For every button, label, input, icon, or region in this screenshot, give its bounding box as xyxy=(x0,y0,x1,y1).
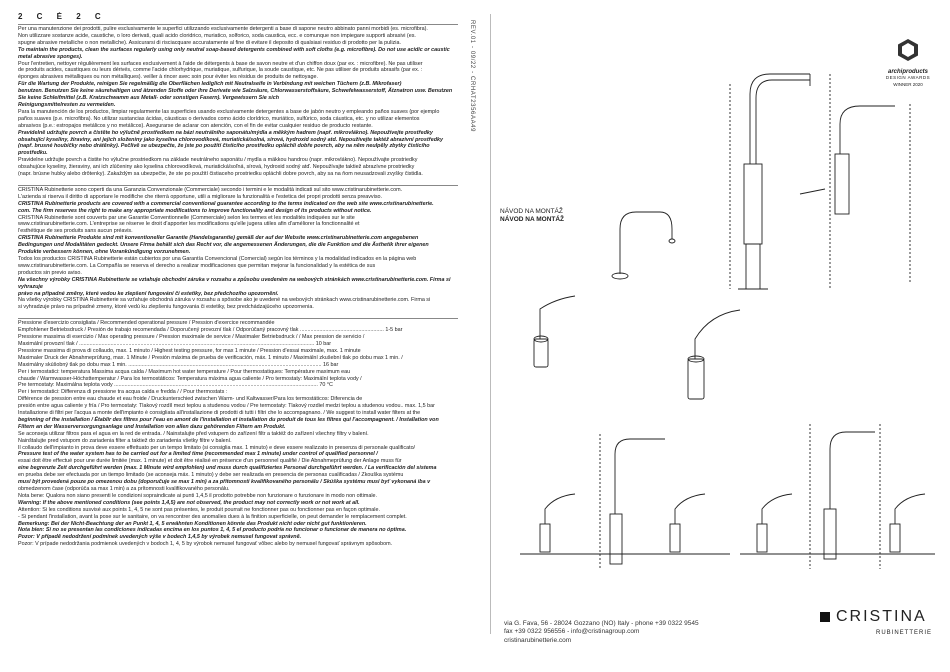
spec-line: Se aconseja utilizar filtros para el agua en la red de entrada. / Nainstalujte před vstupem do zařízení filtr a taktéž do zařízení všechny filtry v balení. xyxy=(18,430,369,437)
technical-drawings xyxy=(500,14,940,574)
maintenance-line: éponges abrasives métalliques ou non métalliques). veiller à rincer avec soin pour éviter les résidus de produits de nettoyage. xyxy=(18,74,318,81)
divider xyxy=(18,185,458,186)
spec-line: Maximální provozní tlak / ............................................................................................................................................................. 10 bar xyxy=(18,340,332,347)
revision-code: REV.01 - 09/22 - CRHAT2356AA49 xyxy=(469,20,475,133)
warranty-line: Na všechny výrobky CRISTINA Rubinetterie se vztahuje obchodní záruka v rozsahu a způsobu uvedeném na webových stránkách www.cristinarubinetterie.com. Firma si vyhrazuje xyxy=(18,276,451,290)
spec-line: Différence de pression entre eau chaude et eau froide / Druckunterschied zwischen Warm- und Kaltwasser/Para los termostáticos: Diferencia de xyxy=(18,396,363,403)
spec-line: presión entre agua caliente y fría / Pro termostaty: Tlakový rozdíl mezi teplou a studenou vodou / Pre termostaty: Tlakový rozdiel medzi teplou a studenou vodou.. max. 1,5 bar xyxy=(18,403,435,410)
warranty-line: CRISTINA Rubinetterie Produkte sind mit konventioneller Garantie (Handelsgarantie) gemäß der auf der Website www.cristinarubinetterie.com angegebenen xyxy=(18,235,419,242)
spec-line: Installazione di filtri per l'acqua a monte dell'impianto è consigliata all'installazione di prodotti di tutti i filtri che lo accompagnano. / We suggest to install water filters at the xyxy=(18,410,421,417)
contact-fax: fax +39 0322 956556 - info@cristinagroup.com xyxy=(504,628,640,636)
maintenance-line: (napr. brúsne hubky alebo drôtenky). Zakaždým sa ubezpečte, že ste po použití čistiaceho prostriedku opláchli dobre povrch, aby sa na ňom neusadzovali zvyšky čistidla. xyxy=(18,171,423,178)
logo-square-icon xyxy=(820,612,830,622)
divider xyxy=(18,24,458,25)
maintenance-line: Per una manutenzione dei prodotti, pulire esclusivamente le superfici utilizzando esclusivamente detergenti a base di sapone neutro abbinato panni morbidi (es. microfibra). xyxy=(18,26,428,32)
warranty-line: Produkte verbessern können, ohne Vorankündigung vorzunehmen. xyxy=(18,249,191,256)
maintenance-line: (např. brusné houbičky nebo drátěnky). Pečlivě se ubezpečte, že jste po použití čisticího prostředku opláchli dobře povrch, aby na něm neulpěly zbytky čisticího prostředku. xyxy=(18,143,430,157)
spec-line: musí být provedená pouze po omezenou dobu (doporučuje se max 1 min) a za přítomnosti kvalifikovaného personálu / Skúška systému musí byť vykonaná iba v xyxy=(18,479,431,486)
spec-line: Pressure test of the water system has to be carried out for a limited time (recommended max 1 minute) under control of qualified personnel / xyxy=(18,451,378,458)
spec-line: Empfohlener Betriebsdruck / Presión de trabajo recomendada / Doporučený provozní tlak / Odporúčaný pracovný tlak ........................................................ 1-5 bar xyxy=(18,327,403,334)
spec-line: Attention: Si les conditions susvisé aux points 1, 4, 5 ne sont pas présentes, le produit pourrait ne fonctionner pas ou fonctionner pas en façon optimale. xyxy=(18,506,380,513)
warranty-line: www.cristinarubinetterie.com. L'entreprise se réserve le droit d'apporter les modifications qu'elle jugera utiles afin d'améliorer la fonctionnalité et xyxy=(18,221,360,228)
warranty-line: Na všetky výrobky CRISTINA Rubinetterie sa vzťahuje obchodná záruka v rozsahu a spôsobe ako je uvedené na webových stránkach www.cristinarubinetterie.com. Firma si xyxy=(18,297,431,304)
warranty-block xyxy=(18,187,458,311)
drawing-bottom-right xyxy=(740,424,935,569)
maintenance-line: obsahujúce kyseliny, žieraviny, ani ich zlúčeniny ako kyselina chlorovodíková, muriatická/soľná, sírová, hydroxid sodný atď. Nepoužívajte taktiež abrazívne prostriedky xyxy=(18,164,415,171)
spec-line: Il collaudo dell'impianto in prova deve essere effettuato per un tempo limitato (si consiglia max. 1 minuto) e deve essere realizzato in presenza di personale qualificato/ xyxy=(18,444,416,451)
spec-line: Maximaler Druck der Abnahmeprüfung, max. 1 Minute / Presión máxima de prueba de verificación, máx. 1 minuto / Maximální zkušební tlak po dobu max 1 min. / xyxy=(18,354,403,361)
title-line-1: NÁVOD NA MONTÁŽ xyxy=(500,208,563,215)
maintenance-line: Para la manutención de los productos, limpiar regularmente las superficies usando exclusivamente detergentes a base de jabón neutro y empleando paños suaves (por ejemplo xyxy=(18,108,440,115)
maintenance-line: spugne abrasive metalliche o non metalliche). Assicurarsi di risciacquare accuratamente al fine di evitare il deposito di qualsiasi residuo di prodotto per la pulizia. xyxy=(18,39,401,46)
maintenance-line: Für die Wartung der Produkte, reinigen Sie regelmäßig die Oberflächen lediglich mit Neutralseife in Verbindung mit weichen Tüchern (z.B. Mikrofaser) xyxy=(18,81,402,88)
maintenance-line: Sie keine Schleifmittel (z.B. Kratzschwamm aus Metall- oder sonstigen Fasern). Vergewissern Sie sich xyxy=(18,95,280,102)
title-line-2: NÁVOD NA MONTÁŽ xyxy=(500,216,565,223)
spec-line: Bemerkung: Bei der Nicht-Beachtung der an Punkt 1, 4, 5 erwähnten Konditionen könnte das Produkt nicht oder nicht gut funktionieren. xyxy=(18,520,367,527)
maintenance-line: benutzen. Benutzen Sie keine säurehaltigen und ätzenden Stoffe oder ihre Derivate wie Salzsäure, Chlorwasserstoffsäure, Schwefelwasserstoff, Ätznatron usw. Benutzen xyxy=(18,88,453,95)
maintenance-line: metal abrasive sponges). xyxy=(18,53,83,60)
spec-line: Pozor: V prípade nedodržania podmienok uvedených v bodoch 1, 4, 5 by výrobok nemusel fungovať vôbec alebo by nemusel fungovať správnym spôsobom. xyxy=(18,541,393,548)
warranty-line: L'azienda si riserva il diritto di apportare le modifiche che riterrà opportune, utili a migliorare la funzionalità e l'estetica dei propri prodotti senza preavviso. xyxy=(18,193,383,200)
brand-name: CRISTINA xyxy=(836,608,927,625)
specs-block xyxy=(18,320,458,548)
spec-line: Nainštalujte pred vstupom do zariadenia filter a taktiež do zariadenia všetky filtre v balení. xyxy=(18,437,232,444)
maintenance-line: Pravidelne udržujte povrch a čistite ho výlučne prostriedkom na základe neutrálneho saponátu / mydla a mäkkou handrou (napr. mikrovlákno). Nepoužívajte prostriedky xyxy=(18,157,418,164)
warranty-line: CRISTINA Rubinetterie sono coperti da una Garanzia Convenzionale (Commerciale) secondo i termini e le modalità indicati sul sito www.cristinarubinetterie.com. xyxy=(18,186,403,193)
spec-line: beginning of the installation / Établir des filtres pour l'eau en amont de l'installation et installation du produit de tous les filtres qui l'accompagnent. / Installation von xyxy=(18,416,439,423)
warranty-line: právo na případné změny, které vedou ke zlepšení fungování či estetiky, bez předchozího upozornění. xyxy=(18,290,279,297)
drawing-top-right xyxy=(730,74,910,289)
maintenance-line: Non utilizzare sostanze acide, caustiche, o loro derivati, quali acido cloridrico, muriatico, solforico, soda caustica, ecc. e comunque non impiegare supporti abrasivi (es. xyxy=(18,32,416,39)
spec-line: Pressione massima di esercizio / Max operating pressure / Pression maximale de service / Maximaler Betriebsdruck / / Max pression de servicio / xyxy=(18,334,365,341)
contact-address: via G. Fava, 56 - 28024 Gozzano (NO) Italy - phone +39 0322 9545 xyxy=(504,620,699,627)
spec-line: en prueba debe ser efectuada por un tiempo limitado (se aconseja máx. 1 minuto) y debe ser realizada en presencia de personas cualificadas / Zkouška systému xyxy=(18,472,404,479)
spec-line: Pressione massima di prova di collaudo, max. 1 minuto / Highest testing pressure, for max 1 minute / Pression d'essai maximale, max. 1 minute xyxy=(18,347,361,354)
award-line2: DESIGN AWARDS xyxy=(885,75,931,80)
warranty-line: www.cristinarubinetterie.com. La Compañía se reserva el derecho a realizar modificaciones que permitan mejorar la funcionalidad y la estética de sus xyxy=(18,262,376,269)
warranty-line: CRISTINA Rubinetterie products are covered with a commercial conventional guarantee according to the terms indicated on the web site www.cristinarubinetterie. xyxy=(18,200,434,207)
maintenance-line: To maintain the products, clean the surfaces regularly using only neutral soap-based detergents combined with soft cloths (e.g. microfibre). Do not use acidic or caustic xyxy=(18,46,450,53)
doc-header: 2 C È 2 C xyxy=(18,12,107,21)
spec-line: Per i termostatici: Differenza di pressione tra acqua calda e fredda / / Pour thermostats : xyxy=(18,389,228,396)
vertical-code xyxy=(467,20,477,200)
spec-line: Filtern an der Wasserversorgungsanlage und Installation von allen dazu gehörenden Filtern am Produkt. xyxy=(18,423,286,430)
column-divider xyxy=(490,14,491,634)
drawing-bottom-left xyxy=(520,434,730,569)
award-name: archiproducts xyxy=(887,69,928,75)
spec-line: Pozor: V případě nedodržení podmínek uvedených výše v bodech 1,4,5 by výrobek nemusel fungovat správně. xyxy=(18,534,302,541)
maintenance-line: abrasivos (p.e.: estropajos metálicos y no metálicos). Asegurarse de aclarar con atención, con el fin de evitar cualquier residuo de producto restante. xyxy=(18,122,373,129)
divider xyxy=(18,318,458,319)
warranty-line: com. The firm reserves the right to make any appropriate modifications to improve functionality and design of its products without notice. xyxy=(18,207,372,214)
contact-info xyxy=(504,620,699,645)
contact-web: cristinarubinetterie.com xyxy=(504,636,572,644)
warranty-line: CRISTINA Rubinetterie sont couverts par une Garantie Conventionnelle (Commerciale) selon les termes et les modalités indiquées sur le site xyxy=(18,214,355,221)
warranty-line: Bedingungen und Modalitäten gedeckt. Unsere Firma behält sich das Recht vor, die angemessenen Änderungen, die die Funktion und die Ästhetik ihrer eigenen xyxy=(18,242,429,249)
maintenance-line: paños suaves (p.e. microfibra). No utilizar sustancias ácidas, cáusticas o derivados como ácido clorídrico, muriático, sulfúrico, soda cáustica, etc. y no utilizar elementos xyxy=(18,115,420,122)
brand-sub: RUBINETTERIE xyxy=(876,630,933,636)
spec-line: Per i termostatici: temperatura Massima acqua calda / Maximum hot water temperature / Pour thermostatiques: Température maximum eau xyxy=(18,368,351,375)
warranty-line: productos sin previo aviso. xyxy=(18,269,82,276)
spec-line: chaude / Warmwasser-Höchsttemperatur / Para los termostáticos: Temperatura máxima agua caliente / Pro termostaty: Maximální teplota vody / xyxy=(18,375,362,382)
maintenance-line: obsahující kyseliny, žíraviny, ani jejich složeniny jako kyselina chlorovodíková, muriatická/solná, sírová, hydroxid sodný atd. Nepoužívejte taktéž abrazivní prostředky xyxy=(18,136,444,143)
spec-line: essai doit être effectué pour une durée limitée (max. 1 minute) et doit être réalisé en présence d'un personnel qualifié / Die Abnahmeprüfung der Anlage muss für xyxy=(18,458,402,465)
spec-line: Nota bene: Qualora non siano presenti le condizioni sopraindicate ai punti 1,4,5 il prodotto potrebbe non funzionare o funzionare in modo non ottimale. xyxy=(18,492,378,499)
warranty-line: Todos los productos CRISTINA Rubinetterie están cubiertos por una Garantía Convencional (Comercial) según los términos y la modalidad indicados en la página web xyxy=(18,256,417,262)
maintenance-line: Pour l'entretien, nettoyer régulièrement les surfaces exclusivement à l'aide de détergents à base de savon neutre et d'un chiffon doux (par ex. : microfibre). Ne pas utiliser xyxy=(18,60,423,67)
award-line3: WINNER 2020 xyxy=(893,82,923,87)
spec-line: eine begrenzte Zeit durchgeführt werden (max. 1 Minute wird empfohlen) und muss durch qualifiziertes Personal durchgeführt werden. / La verificación del sistema xyxy=(18,465,437,472)
spec-line: Pressione d'esercizio consigliata / Recommended operational pressure / Pression d'exercice recommandée xyxy=(18,320,275,327)
drawing-perspective xyxy=(534,212,740,399)
spec-line: obmedzenom čase (odporúča sa max 1 min) a za prítomnosti kvalifikovaného personálu. xyxy=(18,486,230,492)
spec-line: Warning: If the above mentioned conditions (see points 1,4,5) are not observed, the product may not correctly work or not work at all. xyxy=(18,499,360,506)
warranty-line: l'esthétique de ses produits sans aucun préavis. xyxy=(18,228,133,235)
left-text-column xyxy=(18,12,458,662)
spec-line: Maximálny skúšobný tlak po dobu max 1 min. ................................................................................................................................. 16 bar xyxy=(18,361,339,368)
spec-line: Nota bien: Si no se presentan las condiciones indicadas encima en los puntos 1, 4, 5 el producto podría no funcionar o funcionar de manera no óptima. xyxy=(18,527,407,534)
maintenance-line: Pravidelně udržujte povrch a čistěte ho výlučně prostředkem na bázi neutrálního saponátu/mýdla a měkkým hadrem (např. mikrovlákno). Nepoužívejte prostředky xyxy=(18,129,433,136)
maintenance-line: de produits acides, caustiques ou leurs dérivés, comme l'acide chlorhydrique, muriatique, sulfurique, la soude caustique, etc. Ne pas utiliser de produits abrasifs (par ex. : xyxy=(18,67,423,74)
maintenance-line: Reinigungsmittelresten zu vermeiden. xyxy=(18,101,116,108)
spec-line: - Si pendant l'installation, avant la pose sur le sanitaire, on va rencontrer des anomalies dues à la finition superficielle, on peut demander le remplacement complet. xyxy=(18,513,407,520)
maintenance-block xyxy=(18,26,458,178)
warranty-line: si vyhradzuje právo na prípadné zmeny, ktoré vedú ku zlepšeniu fungovania či estetiky, bez predchádzajúceho upozornenia. xyxy=(18,304,314,311)
spec-line: Pre termostaty: Maximálna teplota vody ........................................................................................................................................ 70 °C xyxy=(18,382,333,389)
